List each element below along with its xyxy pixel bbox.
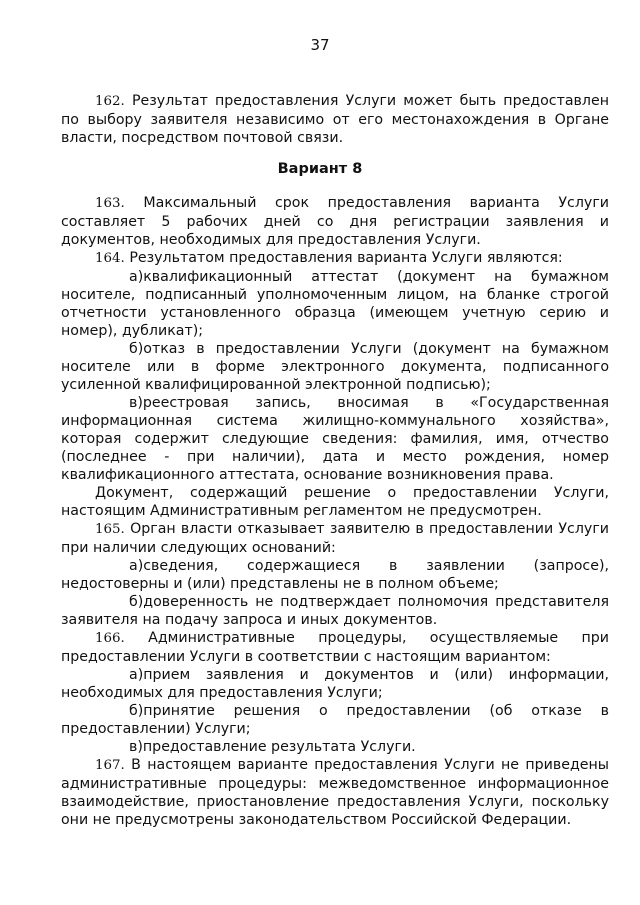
paragraph-162	[61, 92, 609, 147]
list-item-text: сведения, содержащиеся в заявлении (запросе), недостоверны и (или) представлены не в полном объеме;	[61, 558, 609, 592]
paragraph-number: 167.	[95, 758, 125, 773]
paragraph-167	[61, 756, 609, 829]
section-163-167	[61, 194, 609, 829]
paragraph-164-note: Документ, содержащий решение о предоставлении Услуги, настоящим Административным регламентом не предусмотрен.	[61, 485, 609, 519]
list-item	[61, 666, 609, 702]
list-item-text: доверенность не подтверждает полномочия представителя заявителя на подачу запроса и иных документов.	[61, 594, 609, 628]
page-number: 37	[310, 36, 330, 54]
list-item	[61, 557, 609, 593]
list-item-label: в)	[129, 395, 143, 411]
paragraph-165	[61, 520, 609, 557]
paragraph-number: 162.	[95, 94, 125, 109]
list-item	[61, 394, 609, 484]
paragraph-text: Орган власти отказывает заявителю в предоставлении Услуги при наличии следующих оснований:	[61, 521, 609, 556]
list-item-label: а)	[129, 269, 144, 285]
paragraph-164	[61, 249, 609, 268]
paragraph-166	[61, 629, 609, 666]
list-item-text: предоставление результата Услуги.	[142, 739, 416, 755]
list-item	[61, 738, 609, 756]
list-item-text: принятие решения о предоставлении (об отказе в предоставлении) Услуги;	[61, 703, 609, 737]
paragraph-number: 164.	[95, 251, 125, 266]
section-heading: Вариант 8	[277, 161, 363, 177]
paragraph-text: Результат предоставления Услуги может быть предоставлен по выбору заявителя независимо от его местонахождения в Органе власти, посредством почтовой связи.	[61, 93, 609, 146]
list-item-label: а)	[129, 667, 144, 683]
paragraph-text: Административные процедуры, осуществляемые при предоставлении Услуги в соответствии с настоящим вариантом:	[61, 630, 609, 665]
list-item-label: б)	[129, 594, 144, 610]
paragraph-number: 163.	[95, 196, 125, 211]
list-item-text: реестровая запись, вносимая в «Государственная информационная система жилищно-коммунального хозяйства», которая содержит следующие сведения: фамилия, имя, отчество (последнее - при наличии), дата и место рождения, номер квалификационного аттестата, основание возникновения права.	[61, 395, 609, 483]
list-item-label: б)	[129, 341, 144, 357]
list-item	[61, 702, 609, 738]
list-item	[61, 340, 609, 394]
paragraph-text: В настоящем варианте предоставления Услуги не приведены административные процедуры: межведомственное информационное взаимодействие, приостановление предоставления Услуги, поскольку они не предусмотрены законодательством Российской Федерации.	[61, 757, 609, 828]
list-item	[61, 593, 609, 629]
section-162	[61, 92, 609, 147]
paragraph-text: Результатом предоставления варианта Услуги являются:	[124, 250, 563, 266]
list-item-label: а)	[129, 558, 144, 574]
list-item-text: отказ в предоставлении Услуги (документ на бумажном носителе или в форме электронного документа, подписанного усиленной квалифицированной электронной подписью);	[61, 341, 609, 393]
list-item-text: прием заявления и документов и (или) информации, необходимых для предоставления Услуги;	[61, 667, 609, 701]
paragraph-number: 166.	[95, 631, 125, 646]
list-item-label: в)	[129, 739, 143, 755]
paragraph-number: 165.	[95, 522, 125, 537]
list-item-label: б)	[129, 703, 144, 719]
paragraph-163	[61, 194, 609, 249]
paragraph-text: Максимальный срок предоставления варианта Услуги составляет 5 рабочих дней со дня регистрации заявления и документов, необходимых для предоставления Услуги.	[61, 195, 609, 248]
list-item	[61, 268, 609, 340]
list-item-text: квалификационный аттестат (документ на бумажном носителе, подписанный уполномоченным лицом, на бланке строгой отчетности установленного образца (имеющем учетную серию и номер), дубликат);	[61, 269, 609, 339]
